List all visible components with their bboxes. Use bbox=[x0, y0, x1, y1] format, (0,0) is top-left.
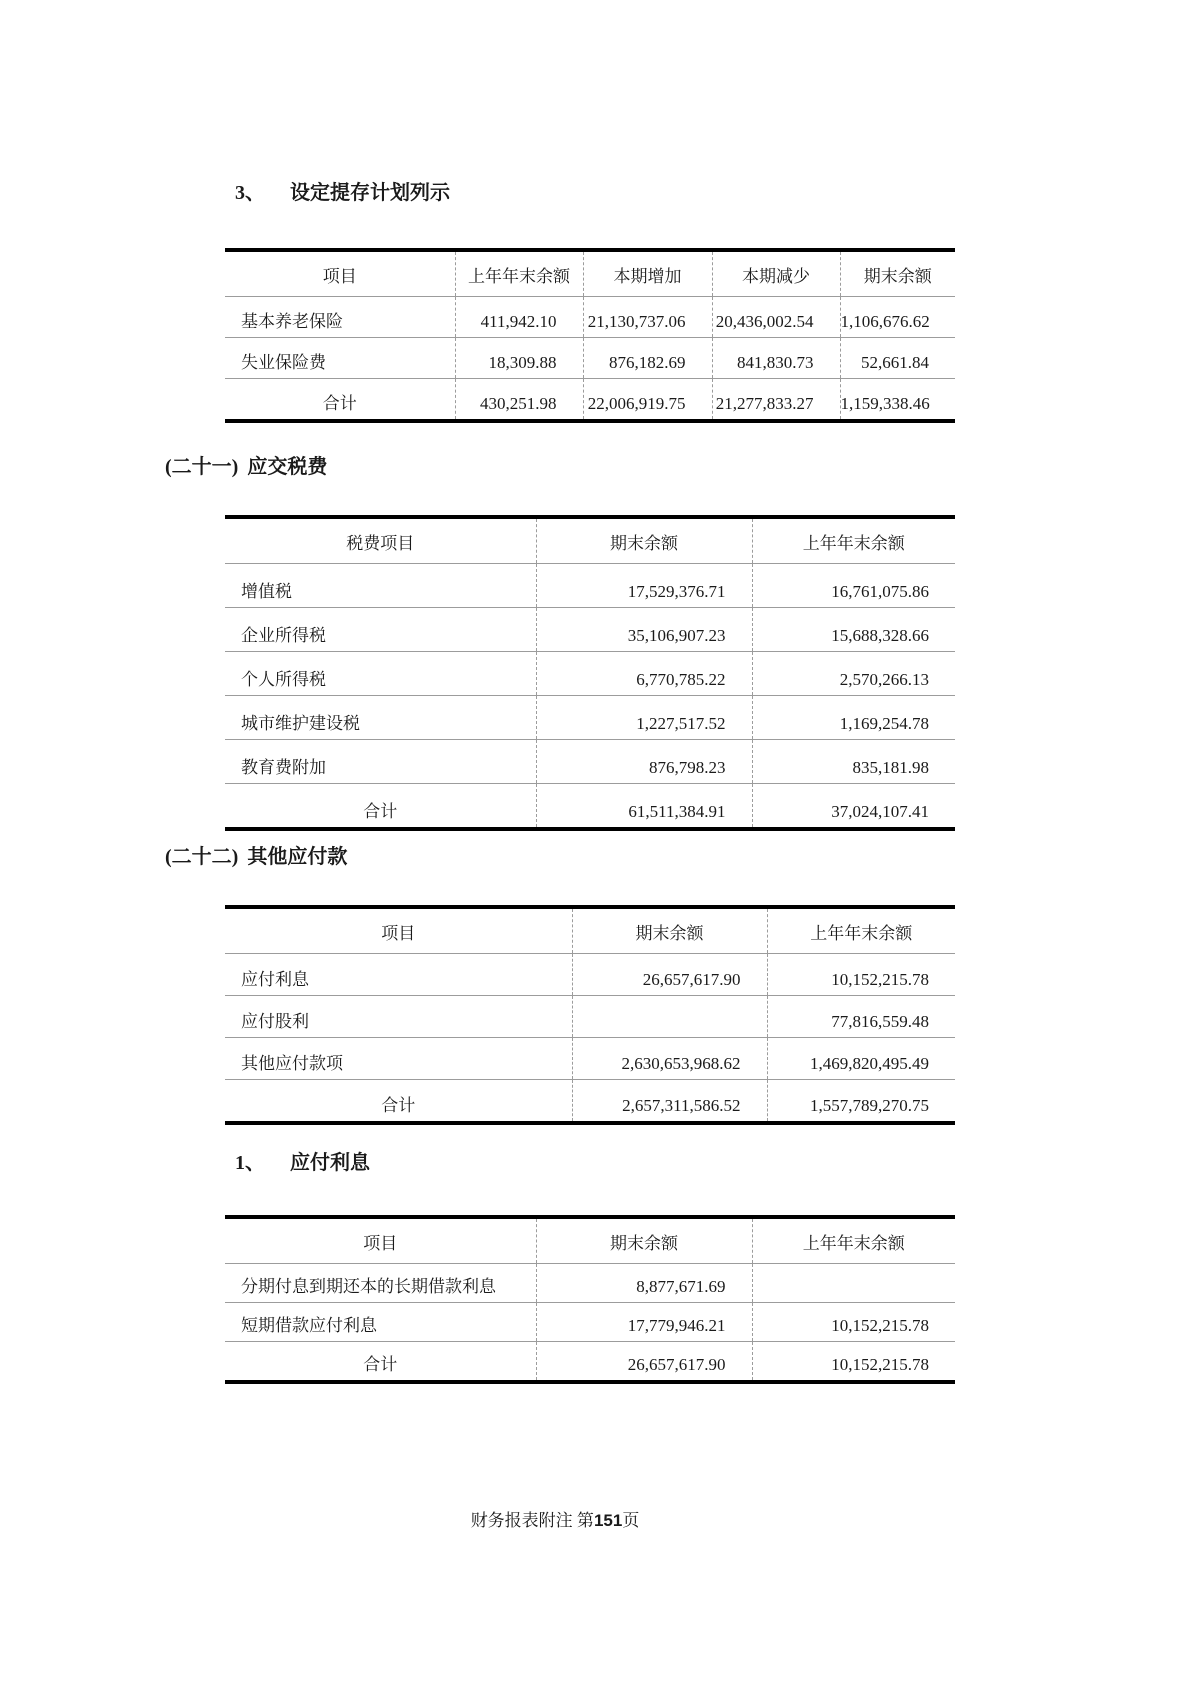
column-header: 上年年末余额 bbox=[455, 250, 583, 297]
table-row bbox=[225, 564, 955, 608]
table-other-payables bbox=[225, 905, 955, 1125]
value-cell: 1,169,254.78 bbox=[752, 696, 955, 740]
column-header: 上年年末余额 bbox=[752, 1217, 955, 1264]
value-cell: 2,657,311,586.52 bbox=[572, 1080, 767, 1124]
section-heading-defined-contribution-plan bbox=[235, 176, 450, 205]
column-header: 项目 bbox=[225, 907, 572, 954]
value-cell: 8,877,671.69 bbox=[536, 1264, 752, 1303]
row-label: 分期付息到期还本的长期借款利息 bbox=[225, 1264, 536, 1303]
table-row bbox=[225, 696, 955, 740]
table-row bbox=[225, 740, 955, 784]
value-cell: 841,830.73 bbox=[712, 338, 840, 379]
table-defined-contribution-plan bbox=[225, 248, 955, 423]
value-cell: 876,798.23 bbox=[536, 740, 752, 784]
value-cell: 1,557,789,270.75 bbox=[767, 1080, 955, 1124]
column-header: 本期增加 bbox=[583, 250, 712, 297]
footer-label: 财务报表附注 第 bbox=[470, 1511, 594, 1530]
value-cell: 2,630,653,968.62 bbox=[572, 1038, 767, 1080]
value-cell: 15,688,328.66 bbox=[752, 608, 955, 652]
section-heading-taxes-payable bbox=[165, 450, 327, 479]
row-label: 个人所得税 bbox=[225, 652, 536, 696]
column-header: 上年年末余额 bbox=[767, 907, 955, 954]
section-title: 设定提存计划列示 bbox=[290, 182, 450, 204]
row-label: 城市维护建设税 bbox=[225, 696, 536, 740]
header-row bbox=[225, 517, 955, 564]
total-row bbox=[225, 784, 955, 830]
value-cell bbox=[572, 996, 767, 1038]
value-cell: 18,309.88 bbox=[455, 338, 583, 379]
value-cell: 61,511,384.91 bbox=[536, 784, 752, 830]
row-label: 应付股利 bbox=[225, 996, 572, 1038]
value-cell: 17,529,376.71 bbox=[536, 564, 752, 608]
row-label: 短期借款应付利息 bbox=[225, 1303, 536, 1342]
table-taxes-payable bbox=[225, 515, 955, 831]
value-cell bbox=[752, 1264, 955, 1303]
column-header: 期末余额 bbox=[840, 250, 955, 297]
value-cell: 22,006,919.75 bbox=[583, 379, 712, 422]
row-label: 其他应付款项 bbox=[225, 1038, 572, 1080]
row-label: 教育费附加 bbox=[225, 740, 536, 784]
row-label: 合计 bbox=[363, 1355, 398, 1374]
page-number: 151 bbox=[593, 1511, 623, 1530]
table-row bbox=[225, 608, 955, 652]
value-cell: 1,106,676.62 bbox=[840, 297, 955, 338]
column-header: 项目 bbox=[225, 250, 455, 297]
value-cell: 10,152,215.78 bbox=[752, 1303, 955, 1342]
value-cell: 2,570,266.13 bbox=[752, 652, 955, 696]
table-row bbox=[225, 954, 955, 996]
row-label: 企业所得税 bbox=[225, 608, 536, 652]
value-cell: 6,770,785.22 bbox=[536, 652, 752, 696]
section-heading-other-payables bbox=[165, 840, 347, 869]
value-cell: 21,277,833.27 bbox=[712, 379, 840, 422]
page-footer bbox=[0, 1506, 1110, 1531]
row-label: 失业保险费 bbox=[225, 338, 455, 379]
total-row bbox=[225, 1080, 955, 1124]
total-row bbox=[225, 1342, 955, 1383]
column-header: 本期减少 bbox=[712, 250, 840, 297]
table-interest-payable bbox=[225, 1215, 955, 1384]
row-label: 增值税 bbox=[225, 564, 536, 608]
value-cell: 77,816,559.48 bbox=[767, 996, 955, 1038]
column-header: 税费项目 bbox=[225, 517, 536, 564]
value-cell: 1,159,338.46 bbox=[840, 379, 955, 422]
section-number: (二十一) bbox=[165, 456, 239, 478]
row-label: 应付利息 bbox=[225, 954, 572, 996]
header-row bbox=[225, 250, 955, 297]
row-label: 合计 bbox=[322, 394, 357, 413]
value-cell: 21,130,737.06 bbox=[583, 297, 712, 338]
table-row bbox=[225, 652, 955, 696]
row-label: 合计 bbox=[363, 802, 398, 821]
column-header: 项目 bbox=[225, 1217, 536, 1264]
value-cell: 835,181.98 bbox=[752, 740, 955, 784]
column-header: 期末余额 bbox=[536, 1217, 752, 1264]
column-header: 期末余额 bbox=[572, 907, 767, 954]
value-cell: 1,469,820,495.49 bbox=[767, 1038, 955, 1080]
value-cell: 876,182.69 bbox=[583, 338, 712, 379]
table-row bbox=[225, 338, 955, 379]
value-cell: 20,436,002.54 bbox=[712, 297, 840, 338]
column-header: 上年年末余额 bbox=[752, 517, 955, 564]
total-row bbox=[225, 379, 955, 422]
row-label: 合计 bbox=[381, 1096, 416, 1115]
section-number: 1、 bbox=[235, 1152, 265, 1174]
header-row bbox=[225, 1217, 955, 1264]
footer-suffix: 页 bbox=[622, 1511, 640, 1530]
table-row bbox=[225, 297, 955, 338]
section-heading-interest-payable bbox=[235, 1146, 370, 1175]
table-row bbox=[225, 996, 955, 1038]
value-cell: 1,227,517.52 bbox=[536, 696, 752, 740]
section-title: 应付利息 bbox=[290, 1152, 370, 1174]
value-cell: 17,779,946.21 bbox=[536, 1303, 752, 1342]
value-cell: 411,942.10 bbox=[455, 297, 583, 338]
column-header: 期末余额 bbox=[536, 517, 752, 564]
header-row bbox=[225, 907, 955, 954]
value-cell: 26,657,617.90 bbox=[572, 954, 767, 996]
value-cell: 37,024,107.41 bbox=[752, 784, 955, 830]
value-cell: 16,761,075.86 bbox=[752, 564, 955, 608]
row-label: 基本养老保险 bbox=[225, 297, 455, 338]
value-cell: 26,657,617.90 bbox=[536, 1342, 752, 1383]
value-cell: 10,152,215.78 bbox=[767, 954, 955, 996]
section-number: 3、 bbox=[235, 182, 265, 204]
value-cell: 430,251.98 bbox=[455, 379, 583, 422]
table-row bbox=[225, 1264, 955, 1303]
section-title: 其他应付款 bbox=[247, 846, 348, 868]
value-cell: 35,106,907.23 bbox=[536, 608, 752, 652]
table-row bbox=[225, 1038, 955, 1080]
section-number: (二十二) bbox=[165, 846, 239, 868]
section-title: 应交税费 bbox=[247, 456, 328, 478]
value-cell: 10,152,215.78 bbox=[752, 1342, 955, 1383]
table-row bbox=[225, 1303, 955, 1342]
value-cell: 52,661.84 bbox=[840, 338, 955, 379]
